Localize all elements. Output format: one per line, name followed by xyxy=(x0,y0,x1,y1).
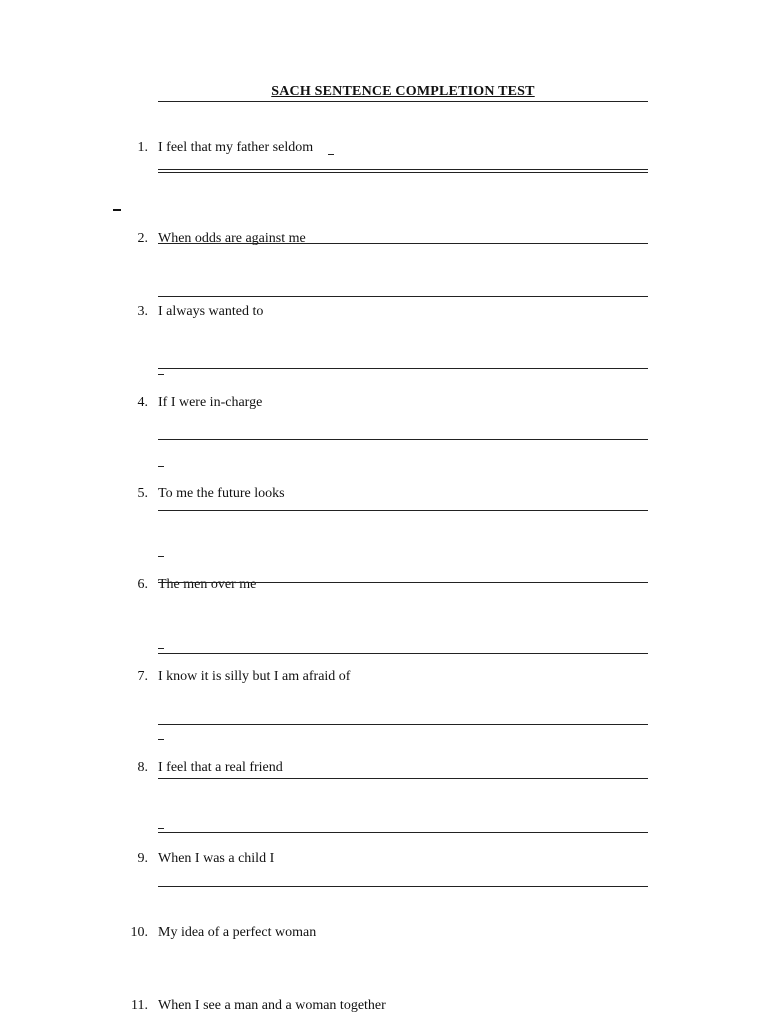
answer-line[interactable] xyxy=(158,724,648,725)
answer-dash xyxy=(158,466,164,467)
answer-line[interactable] xyxy=(158,172,648,173)
answer-dash xyxy=(158,556,164,557)
answer-dash xyxy=(158,374,164,375)
answer-line[interactable] xyxy=(158,778,648,779)
item-number: 7. xyxy=(137,669,148,684)
answer-dash xyxy=(158,828,164,829)
answer-dash xyxy=(113,209,121,211)
item-number: 4. xyxy=(137,395,148,410)
item-prompt: I feel that a real friend xyxy=(158,760,283,775)
item-number: 5. xyxy=(137,486,148,501)
item-number: 9. xyxy=(137,851,148,866)
item-prompt: When odds are against me xyxy=(158,231,306,246)
item-prompt: I always wanted to xyxy=(158,304,264,319)
item-number: 6. xyxy=(137,577,148,592)
answer-line[interactable] xyxy=(158,653,648,654)
item-number: 8. xyxy=(137,760,148,775)
answer-dash xyxy=(158,648,164,649)
item-prompt: The men over me xyxy=(158,577,257,592)
item-prompt: When I was a child I xyxy=(158,851,275,866)
answer-dash xyxy=(158,739,164,740)
answer-line[interactable] xyxy=(158,169,648,170)
item-number: 1. xyxy=(137,140,148,155)
answer-line[interactable] xyxy=(158,439,648,440)
item-number: 11. xyxy=(131,998,148,1013)
answer-line[interactable] xyxy=(158,886,648,887)
answer-line[interactable] xyxy=(158,832,648,833)
answer-line[interactable] xyxy=(158,582,648,583)
title-underline xyxy=(158,101,648,102)
document-title: SACH SENTENCE COMPLETION TEST xyxy=(271,84,535,99)
answer-line[interactable] xyxy=(158,368,648,369)
item-prompt: To me the future looks xyxy=(158,486,285,501)
item-prompt: My idea of a perfect woman xyxy=(158,925,317,940)
item-prompt: If I were in-charge xyxy=(158,395,263,410)
answer-dash xyxy=(328,154,334,155)
item-prompt: When I see a man and a woman together xyxy=(158,998,386,1013)
item-prompt: I feel that my father seldom xyxy=(158,140,314,155)
item-number: 10. xyxy=(130,925,148,940)
answer-line[interactable] xyxy=(158,510,648,511)
item-prompt: I know it is silly but I am afraid of xyxy=(158,669,351,684)
item-number: 2. xyxy=(137,231,148,246)
answer-line[interactable] xyxy=(158,296,648,297)
answer-line[interactable] xyxy=(158,243,648,244)
item-number: 3. xyxy=(137,304,148,319)
